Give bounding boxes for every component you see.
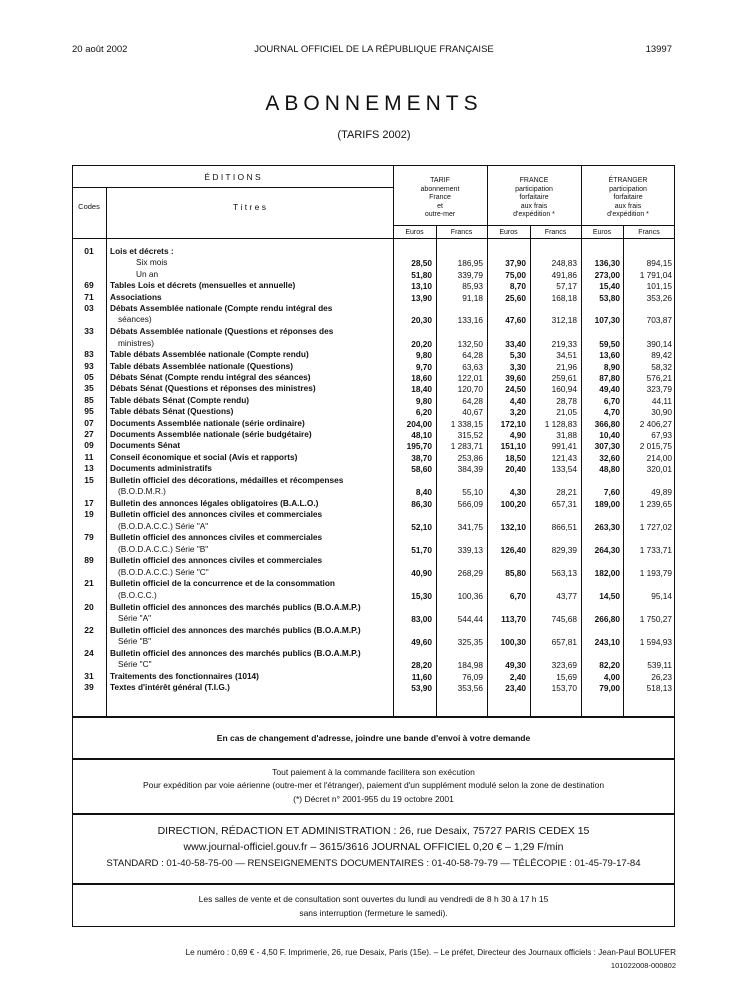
row-value: 113,70 (501, 613, 526, 624)
row-value: 7,60 (603, 487, 620, 497)
currency-header: Francs (638, 229, 660, 236)
row-code: 24 (84, 647, 94, 658)
currency-header: Francs (544, 229, 567, 236)
row-value: 6,70 (603, 395, 620, 406)
row-value: 13,90 (411, 292, 432, 303)
row-value: 8,40 (415, 487, 432, 497)
row-title: Table débats Assemblée nationale (Compte rendu) (110, 349, 309, 360)
row-value: 28,78 (556, 395, 577, 406)
row-value: 82,20 (599, 660, 620, 671)
row-value: 51,80 (411, 269, 432, 280)
col-group-header-line: France (429, 194, 451, 201)
row-value: 8,70 (509, 281, 526, 292)
row-value: 248,83 (551, 258, 577, 269)
row-value: 186,95 (457, 258, 483, 269)
payment-line-2: Pour expédition par voie aérienne (outre-mer et l'étranger), paiement d'un supplément modulé selon la zone de destination (142, 780, 605, 790)
row-code: 11 (84, 451, 94, 462)
row-code: 17 (84, 497, 94, 508)
row-value: 20,20 (411, 338, 432, 349)
row-value: 353,26 (646, 292, 672, 303)
row-value: 168,18 (551, 292, 577, 303)
row-value: 26,23 (651, 671, 672, 682)
row-value: 64,28 (462, 350, 483, 361)
row-value: 76,09 (462, 671, 483, 682)
col-group-header-line: et (437, 202, 443, 210)
row-value: 253,86 (457, 452, 483, 463)
row-value: 341,75 (457, 521, 483, 532)
col-group-header-line: d'expédition * (513, 211, 555, 218)
row-title: Bulletin officiel des annonces des marchés publics (B.O.A.M.P.) (110, 601, 361, 612)
row-value: 55,10 (462, 487, 483, 497)
row-code: 19 (84, 509, 94, 520)
col-group-header-line: participation (609, 185, 647, 193)
row-code: 07 (84, 417, 94, 428)
row-value: 48,10 (411, 430, 432, 440)
row-title: Associations (110, 291, 162, 302)
row-value: 28,21 (556, 487, 577, 497)
row-value: 57,17 (556, 281, 577, 292)
row-value: 323,79 (646, 384, 672, 395)
row-value: 657,81 (551, 637, 577, 647)
row-value: 15,40 (599, 281, 620, 292)
row-value: 9,80 (415, 395, 432, 406)
row-value: 4,70 (603, 407, 620, 418)
row-value: 4,30 (509, 487, 526, 497)
row-value: 120,70 (457, 384, 483, 395)
payment-line-3: (*) Décret n° 2001-955 du 19 octobre 2001 (293, 794, 454, 804)
sales-line-2: sans interruption (fermeture le samedi). (299, 908, 448, 918)
row-value: 20,40 (505, 464, 526, 475)
row-value: 79,00 (599, 683, 620, 694)
row-value: 259,61 (551, 373, 577, 383)
row-value: 87,80 (599, 373, 620, 383)
row-value: 544,44 (457, 613, 483, 624)
currency-header: Euros (499, 229, 518, 236)
row-code: 33 (84, 326, 94, 337)
row-value: 325,35 (457, 637, 483, 647)
row-code: 09 (84, 440, 94, 451)
row-title: Un an (136, 268, 159, 279)
row-value: 539,11 (647, 660, 672, 671)
direction-line-2: www.journal-officiel.gouv.fr – 3615/3616 JOURNAL OFFICIEL 0,20 € – 1,29 F/min (183, 841, 564, 853)
codes-header: Codes (78, 202, 100, 211)
row-code: 03 (84, 303, 94, 313)
row-value: 10,40 (599, 430, 620, 440)
col-group-header-line: abonnement (420, 185, 460, 193)
row-value: 58,60 (411, 464, 432, 475)
row-value: 33,40 (505, 338, 526, 349)
sales-line-1: Les salles de vente et de consultation sont ouvertes du lundi au vendredi de 8 h 30 à 17 h 15 (198, 894, 549, 904)
row-title: (B.O.D.A.C.C.) Série "A" (118, 520, 209, 531)
row-value: 49,60 (411, 637, 432, 647)
row-value: 195,70 (406, 441, 432, 452)
row-value: 1 128,83 (544, 418, 577, 429)
row-value: 25,60 (505, 292, 526, 303)
row-value: 133,16 (457, 315, 483, 326)
row-title: Série "A" (118, 612, 152, 623)
row-code: 15 (84, 474, 94, 485)
header-journal: JOURNAL OFFICIEL DE LA RÉPUBLIQUE FRANÇAISE (254, 44, 494, 55)
row-value: 18,60 (411, 373, 432, 383)
row-value: 100,36 (457, 590, 483, 601)
row-value: 49,89 (651, 487, 672, 497)
row-value: 21,96 (556, 361, 577, 372)
row-code: 21 (84, 578, 94, 589)
row-value: 23,40 (505, 683, 526, 694)
row-value: 52,10 (411, 521, 432, 532)
row-code: 69 (84, 280, 94, 291)
row-value: 273,00 (594, 269, 620, 280)
col-group-header-line: outre-mer (424, 211, 456, 218)
row-value: 320,01 (646, 464, 672, 475)
row-title: Documents Sénat (110, 440, 181, 451)
row-title: (B.O.D.A.C.C.) Série "B" (118, 543, 209, 554)
row-value: 21,05 (556, 407, 577, 418)
row-value: 58,32 (651, 361, 672, 372)
row-title: (B.O.D.A.C.C.) Série "C" (118, 566, 209, 577)
row-value: 100,20 (500, 498, 526, 509)
row-value: 1 733,71 (639, 544, 672, 555)
header-page-number: 13997 (645, 44, 672, 55)
row-value: 40,67 (462, 407, 483, 418)
sales-box (72, 884, 675, 927)
row-value: 6,20 (415, 407, 432, 418)
row-value: 34,51 (556, 350, 577, 361)
row-code: 13 (84, 463, 94, 474)
row-value: 563,13 (551, 567, 577, 578)
row-title: Bulletin officiel des annonces des marchés publics (B.O.A.M.P.) (110, 624, 361, 635)
row-value: 59,50 (599, 338, 620, 349)
row-value: 38,70 (411, 452, 432, 463)
row-value: 384,39 (457, 464, 483, 475)
row-value: 121,43 (551, 452, 577, 463)
row-code: 71 (84, 291, 94, 302)
row-value: 15,69 (556, 671, 577, 682)
col-group-header-line: aux frais (614, 202, 642, 210)
row-value: 1 193,79 (639, 567, 672, 578)
row-value: 1 791,04 (639, 269, 672, 280)
row-title: Bulletin officiel de la concurrence et de la consommation (110, 578, 335, 589)
row-title: Table débats Sénat (Questions) (110, 406, 234, 417)
row-title: Bulletin officiel des décorations, médailles et récompenses (110, 474, 344, 485)
direction-line-1: DIRECTION, RÉDACTION ET ADMINISTRATION : 26, rue Desaix, 75727 PARIS CEDEX 15 (157, 825, 590, 837)
row-value: 153,70 (551, 683, 577, 694)
row-value: 39,60 (505, 373, 526, 383)
currency-header: Euros (592, 229, 612, 236)
row-value: 263,30 (594, 521, 620, 532)
row-value: 5,30 (509, 350, 526, 361)
row-code: 05 (84, 372, 94, 382)
row-title: Table débats Assemblée nationale (Questions) (110, 360, 294, 371)
row-value: 657,31 (551, 498, 577, 509)
row-value: 132,10 (500, 521, 526, 532)
row-value: 107,30 (594, 315, 620, 326)
row-value: 75,00 (505, 269, 526, 280)
row-value: 1 594,93 (639, 637, 672, 647)
row-value: 136,30 (594, 258, 620, 269)
row-value: 101,15 (646, 281, 672, 292)
row-value: 91,18 (462, 292, 483, 303)
row-value: 83,00 (411, 613, 432, 624)
row-value: 315,52 (457, 430, 483, 440)
row-value: 28,20 (411, 660, 432, 671)
row-value: 703,87 (646, 315, 672, 326)
row-value: 312,18 (551, 315, 577, 326)
row-code: 79 (84, 532, 94, 543)
row-code: 83 (84, 349, 94, 360)
row-title: Débats Sénat (Questions et réponses des ministres) (110, 383, 316, 394)
row-code: 39 (84, 682, 94, 693)
row-value: 40,90 (411, 567, 432, 578)
row-value: 214,00 (646, 452, 672, 463)
row-value: 13,60 (599, 350, 620, 361)
currency-header: Francs (450, 229, 473, 236)
row-title: Débats Assemblée nationale (Questions et réponses des (110, 326, 334, 337)
row-title: Textes d'intérêt général (T.I.G.) (110, 682, 230, 693)
row-value: 829,39 (551, 544, 577, 555)
row-value: 268,29 (457, 567, 483, 578)
row-value: 100,30 (500, 637, 526, 647)
row-title: Bulletin officiel des annonces civiles et commerciales (110, 509, 323, 520)
row-title: Débats Sénat (Compte rendu intégral des séances) (110, 372, 311, 382)
row-value: 182,00 (594, 567, 620, 578)
row-value: 18,40 (411, 384, 432, 395)
row-value: 9,70 (415, 361, 432, 372)
row-value: 37,90 (505, 258, 526, 269)
row-value: 32,60 (599, 452, 620, 463)
footer-line-1: Le numéro : 0,69 € - 4,50 F. Imprimerie, 26, rue Desaix, Paris (15e). – Le préfet, Directeur des Journaux officiels : Jean-Paul BOLUFER (185, 948, 676, 957)
row-code: 27 (84, 429, 94, 439)
row-code: 89 (84, 555, 94, 566)
row-value: 390,14 (646, 338, 672, 349)
row-value: 18,50 (505, 452, 526, 463)
row-value: 1 727,02 (639, 521, 672, 532)
col-group-header-line: FRANCE (519, 177, 549, 184)
editions-header: É D I T I O N S (204, 172, 261, 182)
row-value: 2 015,75 (639, 441, 672, 452)
row-value: 2 406,27 (639, 418, 672, 429)
col-group-header-line: TARIF (430, 177, 450, 184)
payment-line-1: Tout paiement à la commande facilitera son exécution (272, 767, 475, 777)
header-date: 20 août 2002 (72, 44, 128, 55)
row-value: 9,80 (415, 350, 432, 361)
row-value: 160,94 (551, 384, 577, 395)
row-value: 745,68 (551, 613, 577, 624)
row-value: 28,50 (411, 258, 432, 269)
row-value: 243,10 (594, 637, 620, 647)
row-code: 31 (84, 670, 94, 681)
page-title: ABONNEMENTS (265, 92, 483, 115)
row-value: 14,50 (599, 590, 620, 601)
row-value: 48,80 (599, 464, 620, 475)
col-group-header-line: aux frais (520, 202, 548, 210)
titres-header: T i t r e s (233, 202, 266, 212)
row-title: Traitements des fonctionnaires (1014) (110, 670, 259, 681)
row-value: 323,69 (551, 660, 577, 671)
address-notice: En cas de changement d'adresse, joindre une bande d'envoi à votre demande (216, 733, 531, 743)
row-value: 11,60 (411, 671, 432, 682)
row-title: Bulletin officiel des annonces des marchés publics (B.O.A.M.P.) (110, 647, 361, 658)
row-value: 339,13 (457, 544, 483, 555)
row-value: 24,50 (505, 384, 526, 395)
row-value: 67,93 (651, 430, 672, 440)
col-group-header-line: forfaitaire (613, 194, 643, 201)
row-code: 01 (84, 246, 94, 256)
row-value: 566,09 (457, 498, 483, 509)
row-value: 172,10 (500, 418, 526, 429)
row-value: 53,90 (411, 683, 432, 694)
row-title: Lois et décrets : (110, 246, 174, 256)
row-value: 266,80 (594, 613, 620, 624)
row-title: (B.O.D.M.R.) (118, 486, 166, 496)
row-value: 126,40 (500, 544, 526, 555)
row-title: Six mois (136, 257, 168, 268)
row-value: 1 239,65 (639, 498, 672, 509)
row-value: 894,15 (646, 258, 672, 269)
row-value: 353,56 (457, 683, 483, 694)
row-value: 95,14 (651, 590, 672, 601)
row-value: 1 750,27 (639, 613, 672, 624)
row-title: séances) (118, 314, 152, 325)
row-code: 95 (84, 406, 94, 417)
row-value: 219,33 (551, 338, 577, 349)
row-code: 35 (84, 383, 94, 394)
row-value: 1 338,15 (450, 418, 483, 429)
row-value: 49,40 (599, 384, 620, 395)
row-value: 518,13 (646, 683, 672, 694)
row-value: 4,90 (509, 430, 526, 440)
row-value: 3,30 (509, 361, 526, 372)
row-code: 85 (84, 394, 94, 405)
currency-header: Euros (405, 229, 424, 236)
row-title: Documents administratifs (110, 463, 212, 474)
row-value: 51,70 (411, 544, 432, 555)
row-value: 151,10 (500, 441, 526, 452)
col-group-header-line: participation (515, 185, 553, 193)
row-value: 991,41 (551, 441, 577, 452)
row-value: 63,63 (462, 361, 483, 372)
row-value: 132,50 (457, 338, 483, 349)
row-title: Table débats Sénat (Compte rendu) (110, 394, 250, 405)
row-value: 86,30 (411, 498, 432, 509)
direction-line-3: STANDARD : 01-40-58-75-00 — RENSEIGNEMENTS DOCUMENTAIRES : 01-40-58-79-79 — TÉLÉCOPIE : 01-45-79-17-84 (106, 858, 641, 869)
row-title: Conseil économique et social (Avis et rapports) (110, 451, 298, 462)
row-value: 189,00 (594, 498, 620, 509)
row-code: 22 (84, 624, 94, 635)
row-value: 1 283,71 (450, 441, 483, 452)
row-title: (B.O.C.C.) (118, 589, 157, 600)
row-title: Bulletin officiel des annonces civiles et commerciales (110, 555, 323, 566)
row-value: 44,11 (651, 395, 672, 406)
row-title: Série "B" (118, 636, 152, 646)
col-group-header-line: ÉTRANGER (608, 177, 648, 184)
row-value: 47,60 (505, 315, 526, 326)
row-code: 93 (84, 360, 94, 371)
row-value: 2,40 (509, 671, 526, 682)
row-value: 576,21 (646, 373, 672, 383)
footer-line-2: 101022008-000802 (610, 961, 676, 970)
row-value: 43,77 (556, 590, 577, 601)
row-value: 4,00 (603, 671, 620, 682)
row-value: 204,00 (406, 418, 432, 429)
row-value: 85,80 (505, 567, 526, 578)
row-title: Débats Assemblée nationale (Compte rendu intégral des (110, 303, 333, 313)
row-value: 8,90 (603, 361, 620, 372)
row-value: 366,80 (594, 418, 620, 429)
row-title: Documents Assemblée nationale (série ordinaire) (110, 417, 305, 428)
row-title: Tables Lois et décrets (mensuelles et annuelle) (110, 280, 296, 291)
row-value: 64,28 (462, 395, 483, 406)
col-group-header-line: d'expédition * (607, 211, 649, 218)
row-code: 20 (84, 601, 94, 612)
row-title: Bulletin officiel des annonces civiles et commerciales (110, 532, 323, 543)
row-value: 30,90 (651, 407, 672, 418)
row-value: 339,79 (457, 269, 483, 280)
row-value: 4,40 (509, 395, 526, 406)
row-value: 49,30 (505, 660, 526, 671)
row-title: Série "C" (118, 659, 152, 670)
row-value: 31,88 (556, 430, 577, 440)
row-title: Documents Assemblée nationale (série budgétaire) (110, 429, 312, 439)
row-value: 85,93 (462, 281, 483, 292)
row-title: ministres) (118, 337, 154, 348)
row-value: 3,20 (509, 407, 526, 418)
row-value: 184,98 (457, 660, 483, 671)
row-value: 13,10 (411, 281, 432, 292)
row-value: 866,51 (551, 521, 577, 532)
col-group-header-line: forfaitaire (519, 194, 549, 201)
row-value: 6,70 (509, 590, 526, 601)
row-value: 122,01 (457, 373, 483, 383)
row-value: 491,86 (551, 269, 577, 280)
row-value: 264,30 (594, 544, 620, 555)
row-value: 53,80 (599, 292, 620, 303)
row-value: 15,30 (411, 590, 432, 601)
row-title: Bulletin des annonces légales obligatoires (B.A.L.O.) (110, 497, 319, 508)
row-value: 133,54 (551, 464, 577, 475)
row-value: 89,42 (651, 350, 672, 361)
row-value: 307,30 (594, 441, 620, 452)
page-subtitle: (TARIFS 2002) (337, 129, 411, 141)
row-value: 20,30 (411, 315, 432, 326)
